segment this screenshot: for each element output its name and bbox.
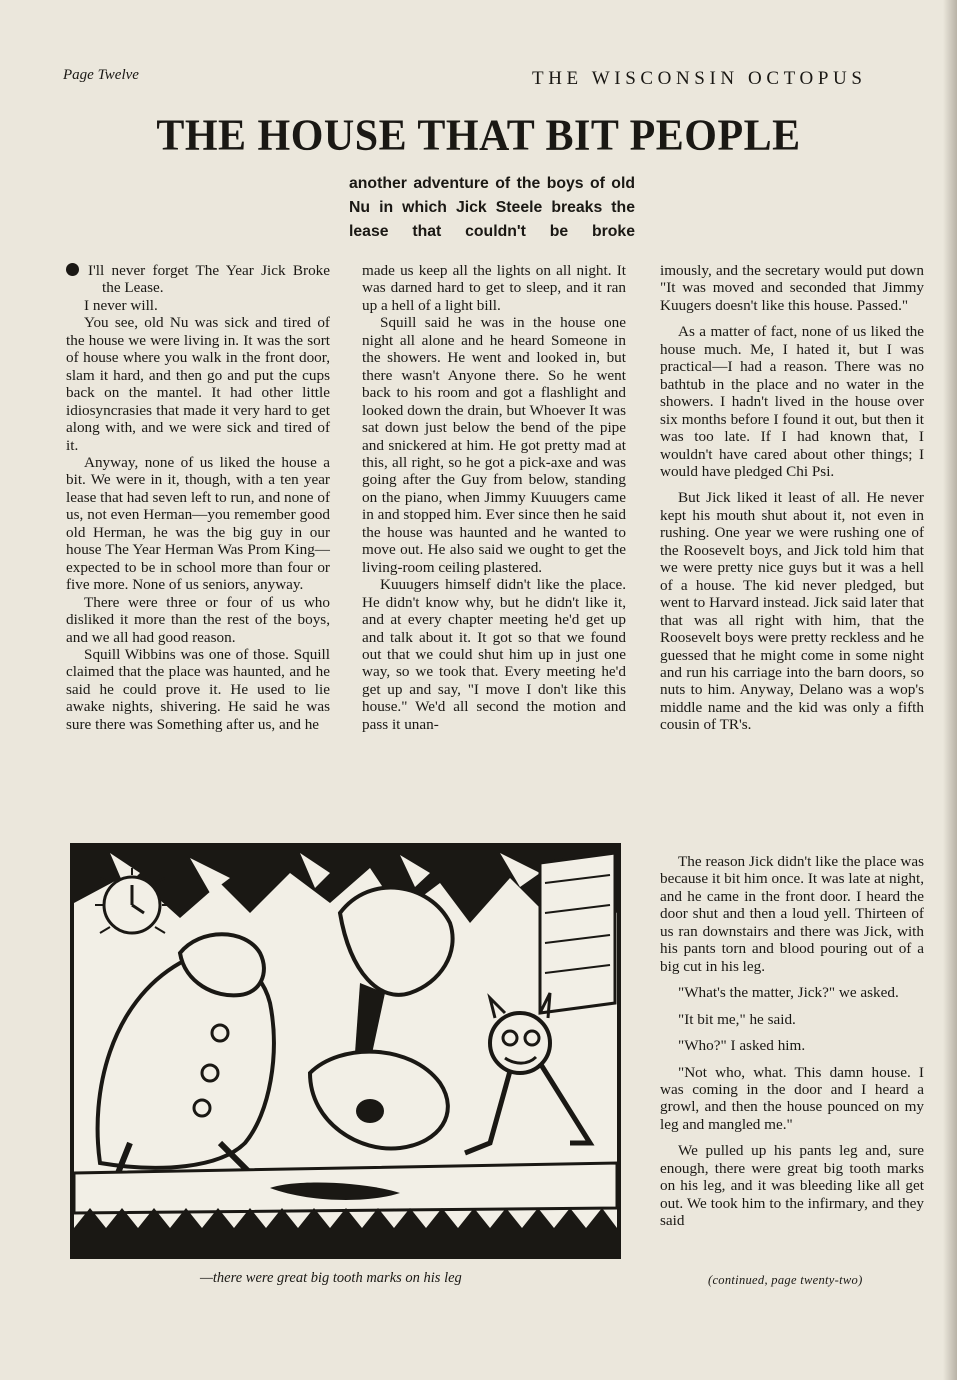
paragraph: "What's the matter, Jick?" we asked. <box>678 984 899 1002</box>
paragraph: You see, old Nu was sick and tired of the house we were living in. It was the sort of house where you walk in the front door, slam it hard, and then go and put the cups back on the mantel. It had other little idiosyncrasies that made it very hard to get along with, and we were sick and tired of it. <box>66 314 330 454</box>
column-2 <box>362 262 626 733</box>
bullet-dot-icon <box>66 263 79 276</box>
paragraph <box>66 262 330 297</box>
article-deck: another adventure of the boys of old Nu in which Jick Steele breaks the lease that couldn't be broke <box>349 175 635 240</box>
column-3 <box>660 262 924 734</box>
paragraph: imously, and the secretary would put down "It was moved and seconded that Jimmy Kuugers doesn't like this house. Passed." <box>660 262 924 314</box>
paragraph: Squill said he was in the house one night all alone and he heard Someone in the showers. He went and looked in, but there wasn't Anyone there. So he went back to his room and got a flashlight and looked down the drain, but Whoever It was sat down just below the bend of the pipe and snickered at him. He got pretty mad at this, all right, so he got a pick-axe and was going after the Guy from below, standing on the piano, when Jimmy Kuuugers came in and stopped him. Ever since then he said the house was haunted and he wanted to move out. He also said we ought to get the living-room ceiling plastered. <box>362 314 626 576</box>
column-1 <box>66 262 330 733</box>
paragraph: Squill Wibbins was one of those. Squill claimed that the place was haunted, and he said he could prove it. He used to lie awake nights, shivering. He said he was sure there was Something after us, and he <box>66 645 330 733</box>
masthead: THE WISCONSIN OCTOPUS <box>532 68 867 89</box>
paragraph: There were three or four of us who disliked it more than the rest of the boys, and we all had good reason. <box>66 593 330 646</box>
paragraph: I never will. <box>84 296 158 314</box>
paragraph: The reason Jick didn't like the place was because it bit him once. It was late at night, and he came in the front door. I heard the door shut and then a loud yell. Thirteen of us ran downstairs and there was Jick, with his pants torn and blood pouring out of a big cut in his leg. <box>660 853 924 975</box>
woodcut-illustration-icon <box>70 843 621 1259</box>
page-folio: Page Twelve <box>63 67 139 83</box>
article-title: THE HOUSE THAT BIT PEOPLE <box>156 111 801 161</box>
page-spine-shadow <box>943 0 957 1380</box>
paragraph-text: I'll never forget The Year Jick Broke the Lease. <box>88 262 330 297</box>
paragraph: "It bit me," he said. <box>678 1010 796 1028</box>
paragraph: Anyway, none of us liked the house a bit. We were in it, though, with a ten year lease that had seven left to run, and none of us, not even Herman—you remember good old Herman, he was the big guy in our house The Year Herman Was Prom King—expected to be in school more than four or five more. None of us seniors, anyway. <box>66 453 331 594</box>
paragraph: Kuuugers himself didn't like the place. He didn't know why, but he didn't like it, and at every chapter meeting he'd get up and talk about it. It got so that we found out that we could shut him up in just one way, so we took that. Every meeting he'd get up and say, "I move I don't like this house." We'd all second the motion and pass it unan- <box>362 576 626 733</box>
column-3-continued <box>660 853 924 1230</box>
illustration-caption: —there were great big tooth marks on his leg <box>200 1270 462 1286</box>
paragraph: But Jick liked it least of all. He never kept his mouth shut about it, not even in rushing. One year we were rushing one of the Roosevelt boys, and Jick told him that we were pretty nice guys but it was a hell of a house. The kid never pledged, but went to Harvard instead. Jick said later that that was all right with him, that the Roosevelt boys were pretty reckless and he guessed that he might come in some night and run his carriage into the barn doors, so nuts to him. Anyway, Delano was a wop's middle name and the kid was only a fifth cousin of TR's. <box>660 489 924 734</box>
paragraph: As a matter of fact, none of us liked the house much. Me, I hated it, but I was practical—I had a reason. There was no bathtub in the place and no water in the showers. I hadn't lived in the house over six months before I found it out, but then it was too late. If I had known that, I wouldn't have cared about other things; I would have pledged Chi Psi. <box>660 323 924 480</box>
paragraph: We pulled up his pants leg and, sure enough, there were great big tooth marks on his leg, and it was bleeding like all get out. We took him to the infirmary, and they said <box>660 1142 924 1230</box>
paragraph: "Not who, what. This damn house. I was coming in the door and I heard a growl, and then the house pounced on my leg and mangled me." <box>660 1063 924 1133</box>
continued-note: (continued, page twenty-two) <box>708 1273 863 1287</box>
paragraph: "Who?" I asked him. <box>678 1037 806 1055</box>
paragraph: made us keep all the lights on all night. It was darned hard to get to sleep, and it ran up a hell of a light bill. <box>362 262 626 314</box>
